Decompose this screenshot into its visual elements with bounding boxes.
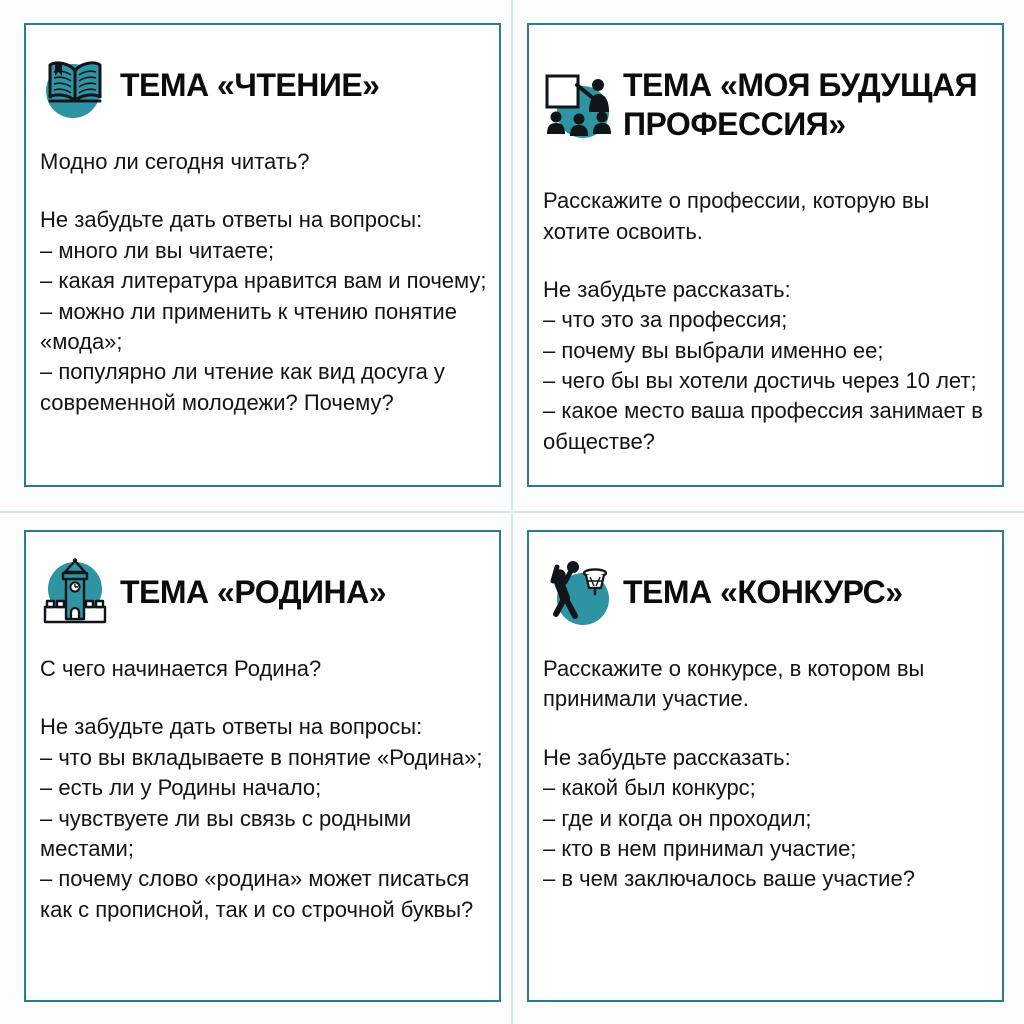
card-header xyxy=(40,39,487,131)
bullet-item: – кто в нем принимал участие; xyxy=(543,835,857,861)
bullet-item: – какая литература нравится вам и почему; xyxy=(40,268,487,294)
card-intro: Модно ли сегодня читать? xyxy=(40,149,310,175)
bullet-list xyxy=(40,743,487,925)
bullet-item: – можно ли применить к чтению понятие «мода»; xyxy=(40,298,457,354)
topic-card-motherland xyxy=(24,530,501,1002)
bullet-list xyxy=(543,305,990,457)
basketball-player-icon xyxy=(543,557,613,627)
topic-card-competition xyxy=(527,530,1004,1002)
card-body xyxy=(40,654,487,925)
card-title: ТЕМА «КОНКУРС» xyxy=(623,573,903,610)
bullet-list xyxy=(543,773,990,894)
card-intro: Расскажите о профессии, которую вы хотите освоить. xyxy=(543,188,930,244)
bullet-item: – популярно ли чтение как вид досуга у современной молодежи? Почему? xyxy=(40,359,445,415)
card-prompt: Не забудьте дать ответы на вопросы: xyxy=(40,207,423,233)
topic-card-reading xyxy=(24,23,501,487)
horizontal-divider-line xyxy=(0,511,1024,513)
card-body xyxy=(40,147,487,418)
bullet-item: – какое место ваша профессия занимает в обществе? xyxy=(543,398,983,454)
bullet-item: – где и когда он проходил; xyxy=(543,805,812,831)
card-prompt: Не забудьте рассказать: xyxy=(543,276,791,302)
topic-card-profession xyxy=(527,23,1004,487)
bullet-item: – почему слово «родина» может писаться как с прописной, так и со строчной буквы? xyxy=(40,866,474,922)
card-intro: С чего начинается Родина? xyxy=(40,656,322,682)
card-title: ТЕМА «МОЯ БУДУЩАЯ ПРОФЕССИЯ» xyxy=(623,66,978,142)
bullet-item: – есть ли у Родины начало; xyxy=(40,775,322,801)
bullet-item: – какой был конкурс; xyxy=(543,775,756,801)
card-body xyxy=(543,186,990,457)
card-prompt: Не забудьте рассказать: xyxy=(543,744,791,770)
bullet-item: – почему вы выбрали именно ее; xyxy=(543,337,884,363)
card-body xyxy=(543,654,990,895)
card-prompt: Не забудьте дать ответы на вопросы: xyxy=(40,714,423,740)
bullet-list xyxy=(40,236,487,418)
bullet-item: – что это за профессия; xyxy=(543,307,788,333)
card-intro: Расскажите о конкурсе, в котором вы принимали участие. xyxy=(543,656,925,712)
teacher-presentation-icon xyxy=(543,70,613,140)
open-book-icon xyxy=(40,50,110,120)
bullet-item: – чего бы вы хотели достичь через 10 лет; xyxy=(543,367,977,393)
kremlin-tower-icon xyxy=(40,557,110,627)
bullet-item: – в чем заключалось ваше участие? xyxy=(543,866,915,892)
card-header xyxy=(40,546,487,638)
card-title: ТЕМА «ЧТЕНИЕ» xyxy=(120,66,380,103)
bullet-item: – что вы вкладываете в понятие «Родина»; xyxy=(40,744,483,770)
bullet-item: – чувствуете ли вы связь с родными местами; xyxy=(40,805,412,861)
card-header xyxy=(543,39,990,170)
card-title: ТЕМА «РОДИНА» xyxy=(120,573,387,610)
card-header xyxy=(543,546,990,638)
bullet-item: – много ли вы читаете; xyxy=(40,237,275,263)
